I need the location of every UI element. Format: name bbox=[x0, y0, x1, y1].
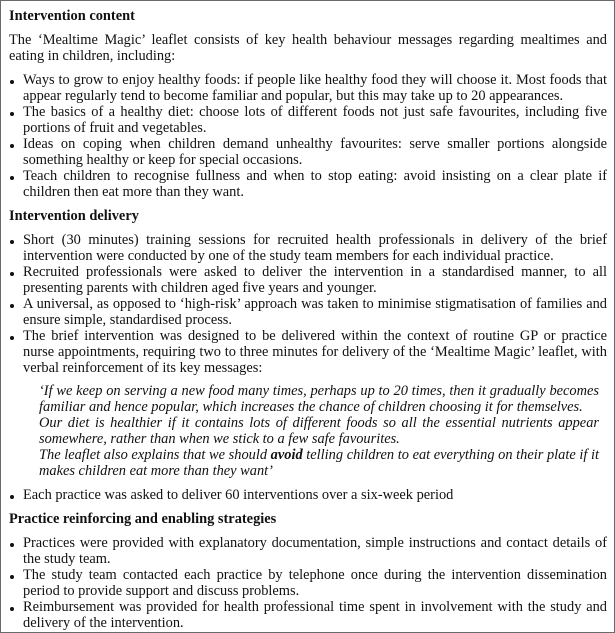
list-item: A universal, as opposed to ‘high-risk’ approach was taken to minimise stigmatisation of families and ensure simple, standardised process. bbox=[9, 296, 607, 328]
list-item: The study team contacted each practice by telephone once during the intervention dissemination period to provide support and discuss problems. bbox=[9, 567, 607, 599]
list-item: The basics of a healthy diet: choose lots of different foods not just safe favourites, including five portions of fruit and vegetables. bbox=[9, 104, 607, 136]
content-bullet-list bbox=[9, 72, 607, 200]
quote-emphasis: avoid bbox=[270, 447, 303, 463]
list-item: Each practice was asked to deliver 60 interventions over a six-week period bbox=[9, 487, 607, 503]
delivery-bullet-list-after bbox=[9, 487, 607, 503]
content-intro: The ‘Mealtime Magic’ leaflet consists of key health behaviour messages regarding mealtimes and eating in children, including: bbox=[9, 32, 607, 64]
list-item: Practices were provided with explanatory documentation, simple instructions and contact details of the study team. bbox=[9, 535, 607, 567]
list-item: Ideas on coping when children demand unhealthy favourites: serve smaller portions alongside something healthy or keep for special occasions. bbox=[9, 136, 607, 168]
list-item: The brief intervention was designed to be delivered within the context of routine GP or practice nurse appointments, requiring two to three minutes for delivery of the ‘Mealtime Magic’ leaflet, with verbal reinforcement of its key messages: bbox=[9, 328, 607, 376]
list-item: Short (30 minutes) training sessions for recruited health professionals in delivery of the brief intervention were conducted by one of the study team members for each individual practice. bbox=[9, 232, 607, 264]
list-item: Teach children to recognise fullness and when to stop eating: avoid insisting on a clear plate if children then eat more than they want. bbox=[9, 168, 607, 200]
quote-text: The leaflet also explains that we should bbox=[39, 447, 271, 463]
section-heading-content: Intervention content bbox=[9, 8, 135, 24]
list-item: Reimbursement was provided for health professional time spent in involvement with the study and delivery of the intervention. bbox=[9, 599, 607, 631]
strategies-bullet-list bbox=[9, 535, 607, 631]
quote-line bbox=[39, 447, 599, 479]
section-heading-strategies: Practice reinforcing and enabling strategies bbox=[9, 511, 277, 527]
section-heading-delivery: Intervention delivery bbox=[9, 208, 139, 224]
quote-line: ‘If we keep on serving a new food many times, perhaps up to 20 times, then it gradually becomes familiar and hence popular, which increases the chance of children choosing it for themselves. bbox=[39, 383, 599, 415]
delivery-bullet-list bbox=[9, 232, 607, 376]
quote-text: telling children to eat everything on their plate if it makes children eat more than they want’ bbox=[39, 447, 599, 479]
quote-line: Our diet is healthier if it contains lots of different foods so all the essential nutrients appear somewhere, rather than when we stick to a few safe favourites. bbox=[39, 415, 599, 447]
list-item: Recruited professionals were asked to deliver the intervention in a standardised manner, to all presenting parents with children aged five years and younger. bbox=[9, 264, 607, 296]
key-messages-quote bbox=[9, 383, 607, 479]
list-item: Ways to grow to enjoy healthy foods: if people like healthy food they will choose it. Most foods that appear regularly tend to become familiar and popular, but this may take up to 20 appearances. bbox=[9, 72, 607, 104]
